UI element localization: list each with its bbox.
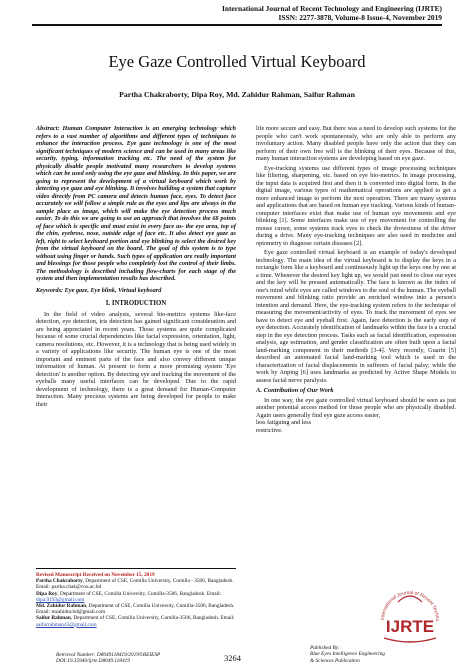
footer-right xyxy=(310,645,385,664)
logo-arc-text: International Journal of Recent Techno xyxy=(380,590,440,622)
keywords-label: Keywords: xyxy=(36,286,64,294)
section-heading-introduction: I. INTRODUCTION xyxy=(105,300,167,307)
keywords-text: Eye gaze, Eye blink, Virtual keyboard xyxy=(64,286,162,294)
contribution-paragraph: In one way, the eye gaze controlled virtual keyboard should be seen as just another potential access method for those people who are physically disabled. Again users generally find eye gaze access easier, xyxy=(256,396,456,419)
retrieval-number: Retrieval Number: D8049118419/2019©BEIESP xyxy=(56,652,161,658)
paper-title: Eye Gaze Controlled Virtual Keyboard xyxy=(108,52,366,71)
publisher-line-2: & Sciences Publication xyxy=(310,657,360,664)
page-number: 3264 xyxy=(224,653,241,663)
section-heading-contribution: A. Contribution of Our Work xyxy=(256,387,334,394)
right-paragraph-3: Eye gaze controlled virtual keyboard is an example of today's developed technology. The main idea of the virtual keyboard is to display the keys in a rectangle form like a keyboard and continuously light up the keys one by one at a time. Whenever the desired key light up, we would just need to close our eyes and the key will be pressed automatically. The face is known as the index of one's mind while eyes are called windows to the soul of the human. The eyeball movement and blinking ratio provide an enriched window into a person's intention and demand. Here, the eye-tracking system refers to the technique of measuring the movement/activity of eyes. To track the movement of eyes we have to detect eye and eyeball first. Again, face detection is the early step of eye detection. Accurately identification of landmarks within the face is a crucial step in the eye detection process. Tasks such as facial identification, expression analysis, age estimation, and gender classification are often built upon a facial land-marking component in their methods [3-4]. Very recently, Guarin [5] described an automated facial land-marking tool which is used in the characterization of facial displacements in sufferers of facial palsy; while the work by Anping [6] uses landmarks as predicted by Active Shape Models to assess facial nerve paralysis. xyxy=(256,249,456,384)
email-link-dipa[interactable]: dipa.9193@gmail.com xyxy=(36,596,85,603)
footnote-author-1: Partha Chakraborty, Department of CSE, Comilla University, Cumilla - 3506, Bangladesh. Email: partha.chak@cou.ac.bd xyxy=(36,578,234,591)
journal-name: International Journal of Recent Technology and Engineering (IJRTE) xyxy=(221,4,442,13)
footnote-author-2: Dipa Roy, Department of CSE, Comilla University, Cumilla-3506, Bangladesh. Email: dipa.9193@gmail.com xyxy=(36,590,222,603)
intro-paragraph: In the field of video analysis, several bio-metrics systems like-face detection, eye detection, iris detection has gained significant consideration and are being appreciated in recent years. Those systems are quite complicated because of some crucial dependencies like facial expression, orientation, light, camera resolutions, etc. However, it is a technology that is being used widely in a variety of applications like security. The human eye is one of the most important and eminent parts of the face and also convey different unique information of human. At present to form a more promising system 'Eye detection' is another option. By detecting eye and tracking the movement of the eyeballs many useful interfaces can be developed. Due to the rapid development of technology, there is a great demand for Human-Computer Interaction. Many precious systems are being developed for people to make their xyxy=(36,310,236,408)
doi: DOI:10.35940/ijrte.D8049.118419 xyxy=(56,658,130,665)
contribution-tail-2: restrictive. xyxy=(256,426,283,434)
footnote-author-3: Md. Zahidur Rahman, Department of CSE, Comilla University, Cumilla-3506, Bangladesh. Email: mzahidur.bd@gmail.com xyxy=(36,603,235,616)
ijrte-logo xyxy=(378,584,442,656)
right-paragraph-1: life more secure and easy. But there was a need to develop such systems for the people who can't work spontaneously, who are only able to perform any involuntary action. Many disabled people have only the action that they can perform of their own free will is the blinking of their eyes. Because of this, many human interaction systems are developing based on eye gaze. xyxy=(256,125,456,162)
keywords xyxy=(36,287,236,295)
author-footnotes xyxy=(36,572,236,628)
header-rule xyxy=(32,24,442,26)
publisher-line-1: Blue Eyes Intelligence Engineering xyxy=(310,651,385,658)
published-by: Published By: xyxy=(310,645,340,651)
journal-header xyxy=(42,4,442,22)
paper-authors: Partha Chakraborty, Dipa Roy, Md. Zahidur Rahman, Saifur Rahman xyxy=(119,90,355,99)
abstract-text: Human Computer Interaction is an emerging technology which refers to a vast number of algorithms and different types of techniques to enhance the interaction process. Eye gaze technology is one of the most significant techniques of modern science and can be used in many areas like security, typing, information tracking etc. The need of the system for physically disable people motivated many researchers to develop systems which can be used only using the eye gaze and blinking. In this paper, we are going to represent the development of a virtual keyboard which work by detecting eye gaze and eye blinking. It involves building a system that capture video directly from PC camera and detects human face, eyes. To detect face accurately we will follow a simple rule as the eyes and lips are always in the sample place as image, which will make the eye detection process much easier. To do this we are going to use an approach that involves the 68 points of face which is specific and must exist in every face as- the eye area, top of the chin, eyebrow, nose, outside edge of face etc. It also detect eye gaze as left, right to select keyboard portion and eye blinking to select the desired key from the virtual keyboard on the board. The goal of this system is to type without using finger or hands. Such types of application are really important and blessings for those people who completely lost the control of their limbs. The methodology is described including flow-charts for each stage of the system and then implementation results has described. xyxy=(36,125,236,282)
abstract-label: Abstract: xyxy=(36,125,60,132)
right-paragraph-2: Eye-tracking systems use different types of image processing techniques like filtering, sharpening, etc. based on eye bio-metrics. In image processing, the input data is acquired first and then it is converted into digital form. In the digital image, various types of mathematical operations are applied to get a more enhanced image to perform the next operation. There are many systems and applications that are based on human eye tracking. Various kinds of human-computer interfaces exist that make use of human eye movements and eye blinking [1]. Some interfaces make use of eye movement for controlling the mouse cursor, some systems track eyes to check the drowsiness of the driver during a drive. Many eye-tracking techniques are also used in medicine and optometry to diagnose certain diseases [2]. xyxy=(256,164,457,247)
footer-left xyxy=(56,652,160,665)
logo-text: IJRTE xyxy=(385,617,435,636)
revised-date: Revised Manuscript Received on November 15, 2019 xyxy=(36,572,155,578)
right-column xyxy=(256,125,456,625)
footnote-author-4: Saifur Rahman, Department of CSE, Comilla University, Cumilla-3506, Bangladesh. Email: saifurrahman43@gmail.com xyxy=(36,615,235,628)
journal-issn: ISSN: 2277-3878, Volume-8 Issue-4, November 2019 xyxy=(278,13,442,22)
left-column xyxy=(36,125,236,605)
email-link-saifur[interactable]: saifurrahman43@gmail.com xyxy=(36,621,97,628)
footnote-rule xyxy=(36,568,236,569)
contribution-tail-1: less fatiguing and less xyxy=(256,419,312,426)
abstract xyxy=(36,125,236,283)
